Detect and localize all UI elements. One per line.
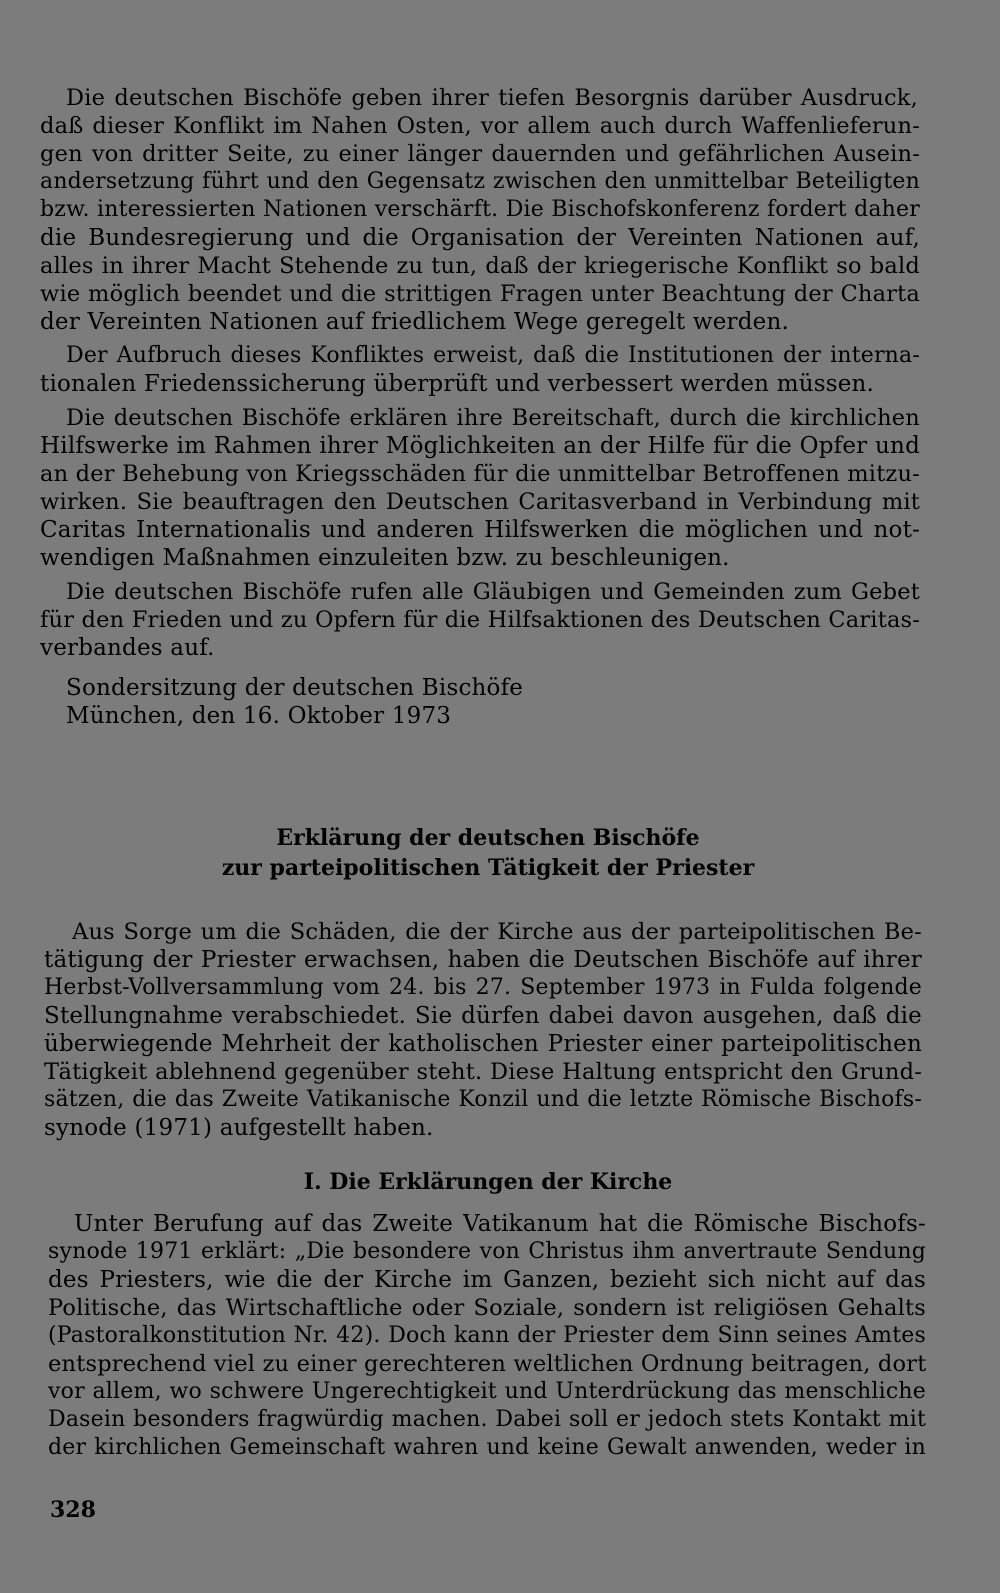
text-line: der Vereinten Nationen auf friedlichem Wege geregelt werden. [40,309,789,335]
document-title: Erklärung der deutschen Bischöfe [276,825,700,851]
text-line: synode 1971 erklärt: „Die besondere von Christus ihm anvertraute Sendung [48,1239,926,1264]
text-line: gen von dritter Seite, zu einer länger dauernden und gefährlichen Ausein- [40,141,920,167]
text-line: Die deutschen Bischöfe rufen alle Gläubigen und Gemeinden zum Gebet [66,579,920,605]
text-line: bzw. interessierten Nationen verschärft. Die Bischofskonferenz fordert daher [40,197,920,222]
text-line: Politische, das Wirtschaftliche oder Soziale, sondern ist religiösen Gehalts [48,1295,926,1321]
text-line: daß dieser Konflikt im Nahen Osten, vor allem auch durch Waffenlieferun- [40,113,920,139]
text-line: alles in ihrer Macht Stehende zu tun, daß der kriegerische Konflikt so bald [40,253,920,279]
signature-line: München, den 16. Oktober 1973 [66,703,452,729]
page-number: 328 [50,1497,96,1523]
signature-line: Sondersitzung der deutschen Bischöfe [66,675,524,701]
text-line: Der Aufbruch dieses Konfliktes erweist, daß die Institutionen der interna- [66,343,920,368]
text-line: wie möglich beendet und die strittigen Fragen unter Beachtung der Charta [40,281,920,307]
text-line: entsprechend viel zu einer gerechteren weltlichen Ordnung beitragen, dort [48,1351,926,1377]
text-line: Hilfswerke im Rahmen ihrer Möglichkeiten an der Hilfe für die Opfer und [40,433,920,459]
text-line: verbandes auf. [40,635,215,661]
section-heading: I. Die Erklärungen der Kirche [303,1169,673,1195]
text-line: tionalen Friedenssicherung überprüft und verbessert werden müssen. [40,371,875,397]
text-line: Aus Sorge um die Schäden, die der Kirche aus der parteipolitischen Be- [72,919,922,945]
text-line: der kirchlichen Gemeinschaft wahren und keine Gewalt anwenden, weder in [48,1435,926,1460]
text-line: Unter Berufung auf das Zweite Vatikanum hat die Römische Bischofs- [74,1211,926,1237]
text-line: sätzen, die das Zweite Vatikanische Konzil und die letzte Römische Bischofs- [44,1087,922,1112]
text-line: Stellungnahme verabschiedet. Sie dürfen dabei davon ausgehen, daß die [44,1003,922,1029]
text-line: des Priesters, wie die der Kirche im Ganzen, bezieht sich nicht auf das [48,1267,926,1293]
text-line: die Bundesregierung und die Organisation der Vereinten Nationen auf, [40,225,920,251]
text-line: Dasein besonders fragwürdig machen. Dabei soll er jedoch stets Kontakt mit [48,1407,926,1432]
text-line: Herbst-Vollversammlung vom 24. bis 27. September 1973 in Fulda folgende [44,975,922,1000]
text-line: wendigen Maßnahmen einzuleiten bzw. zu beschleunigen. [40,545,730,571]
text-line: überwiegende Mehrheit der katholischen Priester einer parteipolitischen [44,1031,922,1057]
text-line: tätigung der Priester erwachsen, haben die Deutschen Bischöfe auf ihrer [44,947,922,973]
text-line: an der Behebung von Kriegsschäden für die unmittelbar Betroffenen mitzu- [40,461,920,487]
document-subtitle: zur parteipolitischen Tätigkeit der Priester [221,855,755,881]
text-line: vor allem, wo schwere Ungerechtigkeit und Unterdrückung das menschliche [48,1379,926,1404]
text-line: Die deutschen Bischöfe geben ihrer tiefen Besorgnis darüber Ausdruck, [66,85,918,111]
text-line: (Pastoralkonstitution Nr. 42). Doch kann der Priester dem Sinn seines Amtes [48,1323,926,1348]
text-line: Caritas Internationalis und anderen Hilfswerken die möglichen und not- [40,517,920,543]
text-line: Tätigkeit ablehnend gegenüber steht. Diese Haltung entspricht den Grund- [44,1059,922,1085]
text-line: andersetzung führt und den Gegensatz zwischen den unmittelbar Beteiligten [40,169,920,194]
text-line: wirken. Sie beauftragen den Deutschen Caritasverband in Verbindung mit [40,489,920,515]
text-line: für den Frieden und zu Opfern für die Hilfsaktionen des Deutschen Caritas- [40,607,920,633]
text-line: Die deutschen Bischöfe erklären ihre Bereitschaft, durch die kirchlichen [66,405,920,431]
text-line: synode (1971) aufgestellt haben. [44,1115,434,1141]
